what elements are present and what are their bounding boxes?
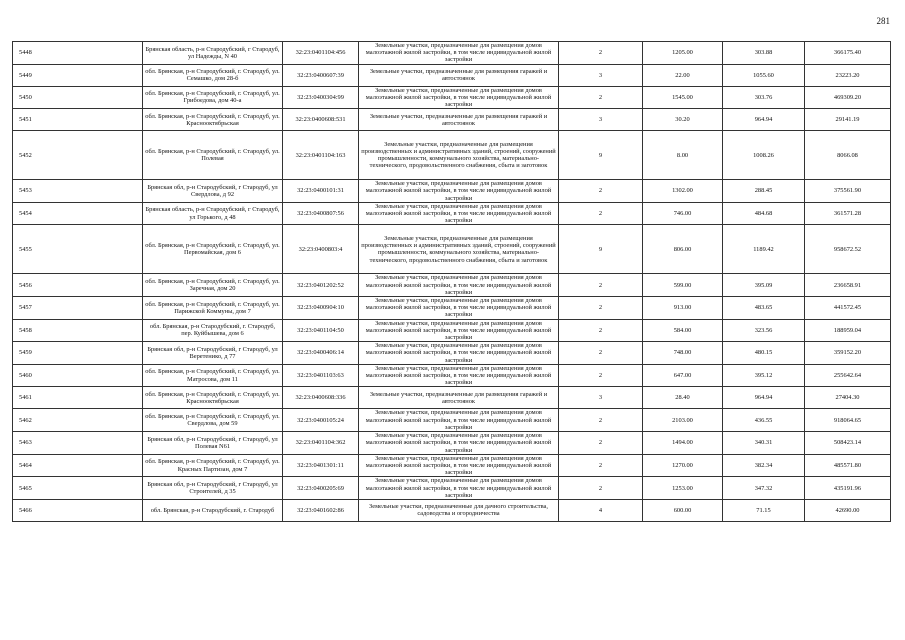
address-cell: Брянская обл, р-н Стародубский, г Стародуб, ул Строителей, д 35 — [143, 477, 283, 500]
row-id-cell: 5463 — [13, 432, 143, 455]
area-cell: 1545.00 — [643, 86, 723, 109]
land-use-cell: Земельные участки, предназначенные для дачного строительства, садоводства и огородничества — [359, 499, 559, 521]
land-use-cell: Земельные участки, предназначенные для размещения домов малоэтажной жилой застройки, в том числе индивидуальной жилой застройки — [359, 86, 559, 109]
address-cell: обл. Брянская, р-н Стародубский, г. Стародуб, ул. Краснооктябрьская — [143, 387, 283, 409]
specific-value-cell: 382.34 — [723, 454, 805, 477]
specific-value-cell: 395.12 — [723, 364, 805, 387]
address-cell: обл. Брянская, р-н Стародубский, г. Стародуб, пер. Куйбышева, дом 6 — [143, 319, 283, 342]
cadastral-number-cell: 32:23:0400904:10 — [283, 297, 359, 320]
cadastral-number-cell: 32:23:0401301:11 — [283, 454, 359, 477]
cadastral-number-cell: 32:23:0401104:163 — [283, 131, 359, 180]
specific-value-cell: 480.15 — [723, 342, 805, 365]
area-cell: 8.00 — [643, 131, 723, 180]
use-code-cell: 2 — [559, 342, 643, 365]
specific-value-cell: 323.56 — [723, 319, 805, 342]
cadastral-value-cell: 441572.45 — [805, 297, 891, 320]
area-cell: 746.00 — [643, 202, 723, 225]
area-cell: 647.00 — [643, 364, 723, 387]
specific-value-cell: 71.15 — [723, 499, 805, 521]
area-cell: 913.00 — [643, 297, 723, 320]
address-cell: обл. Брянская, р-н Стародубский, г. Стародуб, ул. Красных Партизан, дом 7 — [143, 454, 283, 477]
use-code-cell: 2 — [559, 364, 643, 387]
row-id-cell: 5464 — [13, 454, 143, 477]
area-cell: 1205.00 — [643, 42, 723, 65]
land-use-cell: Земельные участки, предназначенные для размещения домов малоэтажной жилой застройки, в том числе индивидуальной жилой застройки — [359, 319, 559, 342]
cadastral-number-cell: 32:23:0401103:63 — [283, 364, 359, 387]
table-row — [13, 86, 891, 109]
row-id-cell: 5462 — [13, 409, 143, 432]
area-cell: 1270.00 — [643, 454, 723, 477]
table-row — [13, 432, 891, 455]
use-code-cell: 3 — [559, 109, 643, 131]
area-cell: 584.00 — [643, 319, 723, 342]
land-use-cell: Земельные участки, предназначенные для размещения домов малоэтажной жилой застройки, в том числе индивидуальной жилой застройки — [359, 180, 559, 203]
cadastral-number-cell: 32:23:0400105:24 — [283, 409, 359, 432]
cadastral-number-cell: 32:23:0400607:39 — [283, 64, 359, 86]
row-id-cell: 5452 — [13, 131, 143, 180]
land-use-cell: Земельные участки, предназначенные для размещения домов малоэтажной жилой застройки, в том числе индивидуальной жилой застройки — [359, 364, 559, 387]
cadastral-value-cell: 361571.28 — [805, 202, 891, 225]
specific-value-cell: 395.09 — [723, 274, 805, 297]
address-cell: обл. Брянская, р-н Стародубский, г. Стародуб, ул. Грибоедова, дом 40-а — [143, 86, 283, 109]
specific-value-cell: 483.65 — [723, 297, 805, 320]
use-code-cell: 2 — [559, 297, 643, 320]
area-cell: 1494.00 — [643, 432, 723, 455]
table-row — [13, 364, 891, 387]
land-use-cell: Земельные участки, предназначенные для размещения домов малоэтажной жилой застройки, в том числе индивидуальной жилой застройки — [359, 202, 559, 225]
area-cell: 28.40 — [643, 387, 723, 409]
address-cell: обл. Брянская, р-н Стародубский, г. Стародуб, ул. Краснооктябрьская — [143, 109, 283, 131]
cadastral-value-cell: 42690.00 — [805, 499, 891, 521]
row-id-cell: 5458 — [13, 319, 143, 342]
specific-value-cell: 964.94 — [723, 109, 805, 131]
address-cell: Брянская область, р-н Стародубский, г Стародуб, ул Горького, д 48 — [143, 202, 283, 225]
specific-value-cell: 1055.60 — [723, 64, 805, 86]
land-use-cell: Земельные участки, предназначенные для размещения производственных и административных зданий, строений, сооружений промышленности, коммунального хозяйства, материально-технического, продовольственного снабжения, сбыта и заготовок — [359, 131, 559, 180]
specific-value-cell: 340.31 — [723, 432, 805, 455]
specific-value-cell: 1008.26 — [723, 131, 805, 180]
row-id-cell: 5465 — [13, 477, 143, 500]
table-row — [13, 180, 891, 203]
table-row — [13, 109, 891, 131]
table-body — [13, 42, 891, 522]
cadastral-number-cell: 32:23:0400101:31 — [283, 180, 359, 203]
row-id-cell: 5466 — [13, 499, 143, 521]
use-code-cell: 2 — [559, 432, 643, 455]
specific-value-cell: 484.68 — [723, 202, 805, 225]
use-code-cell: 4 — [559, 499, 643, 521]
cadastral-number-cell: 32:23:0400205:69 — [283, 477, 359, 500]
specific-value-cell: 347.32 — [723, 477, 805, 500]
cadastral-value-cell: 469309.20 — [805, 86, 891, 109]
use-code-cell: 2 — [559, 86, 643, 109]
table-row — [13, 342, 891, 365]
specific-value-cell: 288.45 — [723, 180, 805, 203]
use-code-cell: 2 — [559, 180, 643, 203]
address-cell: Брянская обл, р-н Стародубский, г Стародуб, ул Полевая N61 — [143, 432, 283, 455]
table-row — [13, 225, 891, 274]
cadastral-value-cell: 27404.30 — [805, 387, 891, 409]
cadastral-value-cell: 255642.64 — [805, 364, 891, 387]
cadastral-number-cell: 32:23:0401104:456 — [283, 42, 359, 65]
table-row — [13, 387, 891, 409]
row-id-cell: 5448 — [13, 42, 143, 65]
land-use-cell: Земельные участки, предназначенные для размещения домов малоэтажной жилой застройки, в том числе индивидуальной жилой застройки — [359, 477, 559, 500]
specific-value-cell: 1189.42 — [723, 225, 805, 274]
cadastral-number-cell: 32:23:0400807:56 — [283, 202, 359, 225]
use-code-cell: 3 — [559, 64, 643, 86]
page-number: 281 — [876, 16, 890, 26]
cadastral-value-cell: 918064.65 — [805, 409, 891, 432]
address-cell: обл. Брянская, р-н Стародубский, г. Стародуб, ул. Заречная, дом 20 — [143, 274, 283, 297]
land-use-cell: Земельные участки, предназначенные для размещения домов малоэтажной жилой застройки, в том числе индивидуальной жилой застройки — [359, 432, 559, 455]
area-cell: 1302.00 — [643, 180, 723, 203]
cadastral-value-cell: 23223.20 — [805, 64, 891, 86]
cadastral-value-cell: 29141.19 — [805, 109, 891, 131]
cadastral-value-cell: 359152.20 — [805, 342, 891, 365]
use-code-cell: 9 — [559, 225, 643, 274]
address-cell: Брянская обл, р-н Стародубский, г Стародуб, ул Веретенико, д 77 — [143, 342, 283, 365]
cadastral-value-cell: 375561.90 — [805, 180, 891, 203]
cadastral-number-cell: 32:23:0401602:86 — [283, 499, 359, 521]
address-cell: обл. Брянская, р-н Стародубский, г. Стародуб, ул. Матросова, дом 11 — [143, 364, 283, 387]
table-row — [13, 131, 891, 180]
cadastral-number-cell: 32:23:0400406:14 — [283, 342, 359, 365]
address-cell: Брянская область, р-н Стародубский, г Стародуб, ул Надежды, N 40 — [143, 42, 283, 65]
row-id-cell: 5455 — [13, 225, 143, 274]
table-row — [13, 477, 891, 500]
cadastral-value-cell: 188959.04 — [805, 319, 891, 342]
area-cell: 600.00 — [643, 499, 723, 521]
table-row — [13, 274, 891, 297]
cadastral-number-cell: 32:23:0400803:4 — [283, 225, 359, 274]
address-cell: обл. Брянская, р-н Стародубский, г. Стародуб, ул. Первомайская, дом 6 — [143, 225, 283, 274]
specific-value-cell: 303.88 — [723, 42, 805, 65]
table-row — [13, 319, 891, 342]
land-use-cell: Земельные участки, предназначенные для размещения домов малоэтажной жилой застройки, в том числе индивидуальной жилой застройки — [359, 297, 559, 320]
land-use-cell: Земельные участки, предназначенные для размещения гаражей и автостоянок — [359, 387, 559, 409]
use-code-cell: 2 — [559, 454, 643, 477]
table-row — [13, 297, 891, 320]
use-code-cell: 2 — [559, 42, 643, 65]
area-cell: 1253.00 — [643, 477, 723, 500]
cadastral-value-cell: 508423.14 — [805, 432, 891, 455]
cadastral-value-cell: 236658.91 — [805, 274, 891, 297]
row-id-cell: 5450 — [13, 86, 143, 109]
cadastral-number-cell: 32:23:0400608:336 — [283, 387, 359, 409]
row-id-cell: 5457 — [13, 297, 143, 320]
cadastral-value-table — [12, 41, 891, 522]
area-cell: 806.00 — [643, 225, 723, 274]
specific-value-cell: 436.55 — [723, 409, 805, 432]
use-code-cell: 9 — [559, 131, 643, 180]
address-cell: обл. Брянская, р-н Стародубский, г. Стародуб, ул. Полевая — [143, 131, 283, 180]
use-code-cell: 2 — [559, 409, 643, 432]
use-code-cell: 2 — [559, 274, 643, 297]
specific-value-cell: 303.76 — [723, 86, 805, 109]
table-row — [13, 409, 891, 432]
row-id-cell: 5459 — [13, 342, 143, 365]
cadastral-value-cell: 8066.08 — [805, 131, 891, 180]
table-row — [13, 454, 891, 477]
row-id-cell: 5451 — [13, 109, 143, 131]
land-use-cell: Земельные участки, предназначенные для размещения домов малоэтажной жилой застройки, в том числе индивидуальной жилой застройки — [359, 42, 559, 65]
table-row — [13, 42, 891, 65]
row-id-cell: 5449 — [13, 64, 143, 86]
area-cell: 22.00 — [643, 64, 723, 86]
address-cell: обл. Брянская, р-н Стародубский, г. Стародуб, ул. Парижской Коммуны, дом 7 — [143, 297, 283, 320]
row-id-cell: 5453 — [13, 180, 143, 203]
cadastral-number-cell: 32:23:0400608:531 — [283, 109, 359, 131]
cadastral-number-cell: 32:23:0401202:52 — [283, 274, 359, 297]
use-code-cell: 2 — [559, 319, 643, 342]
area-cell: 748.00 — [643, 342, 723, 365]
land-use-cell: Земельные участки, предназначенные для размещения гаражей и автостоянок — [359, 109, 559, 131]
address-cell: обл. Брянская, р-н Стародубский, г. Стародуб, ул. Семашко, дом 28-б — [143, 64, 283, 86]
use-code-cell: 2 — [559, 477, 643, 500]
row-id-cell: 5456 — [13, 274, 143, 297]
land-use-cell: Земельные участки, предназначенные для размещения домов малоэтажной жилой застройки, в том числе индивидуальной жилой застройки — [359, 454, 559, 477]
area-cell: 30.20 — [643, 109, 723, 131]
cadastral-number-cell: 32:23:0401104:362 — [283, 432, 359, 455]
table-row — [13, 64, 891, 86]
land-use-cell: Земельные участки, предназначенные для размещения домов малоэтажной жилой застройки, в том числе индивидуальной жилой застройки — [359, 342, 559, 365]
cadastral-value-cell: 366175.40 — [805, 42, 891, 65]
table-row — [13, 202, 891, 225]
table-row — [13, 499, 891, 521]
cadastral-number-cell: 32:23:0400304:99 — [283, 86, 359, 109]
cadastral-value-cell: 435191.96 — [805, 477, 891, 500]
area-cell: 599.00 — [643, 274, 723, 297]
row-id-cell: 5454 — [13, 202, 143, 225]
cadastral-value-cell: 958672.52 — [805, 225, 891, 274]
land-use-cell: Земельные участки, предназначенные для размещения домов малоэтажной жилой застройки, в том числе индивидуальной жилой застройки — [359, 274, 559, 297]
address-cell: обл. Брянская, р-н Стародубский, г. Стародуб — [143, 499, 283, 521]
address-cell: Брянская обл, р-н Стародубский, г Стародуб, ул Свердлова, д 92 — [143, 180, 283, 203]
cadastral-value-cell: 485571.80 — [805, 454, 891, 477]
row-id-cell: 5461 — [13, 387, 143, 409]
land-use-cell: Земельные участки, предназначенные для размещения домов малоэтажной жилой застройки, в том числе индивидуальной жилой застройки — [359, 409, 559, 432]
use-code-cell: 3 — [559, 387, 643, 409]
land-use-cell: Земельные участки, предназначенные для размещения производственных и административных зданий, строений, сооружений промышленности, коммунального хозяйства, материально-технического, продовольственного снабжения, сбыта и заготовок — [359, 225, 559, 274]
use-code-cell: 2 — [559, 202, 643, 225]
specific-value-cell: 964.94 — [723, 387, 805, 409]
address-cell: обл. Брянская, р-н Стародубский, г. Стародуб, ул. Свердлова, дом 59 — [143, 409, 283, 432]
area-cell: 2103.00 — [643, 409, 723, 432]
land-use-cell: Земельные участки, предназначенные для размещения гаражей и автостоянок — [359, 64, 559, 86]
cadastral-number-cell: 32:23:0401104:50 — [283, 319, 359, 342]
row-id-cell: 5460 — [13, 364, 143, 387]
